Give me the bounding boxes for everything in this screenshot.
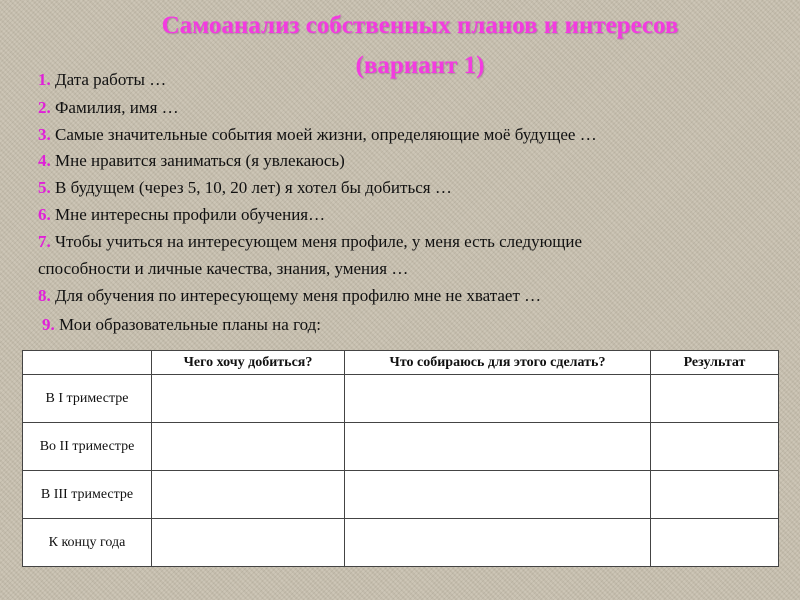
list-item bbox=[38, 284, 541, 308]
goal-cell bbox=[152, 423, 345, 471]
goal-cell bbox=[152, 519, 345, 567]
item-text-continuation: способности и личные качества, знания, умения … bbox=[38, 259, 409, 278]
plans-table bbox=[22, 350, 779, 567]
list-item bbox=[38, 68, 166, 92]
table-header-row bbox=[23, 351, 779, 375]
item-number: 4. bbox=[38, 151, 51, 170]
list-item bbox=[38, 230, 582, 254]
item-text: Мне нравится заниматься (я увлекаюсь) bbox=[50, 151, 345, 170]
list-item bbox=[38, 203, 325, 227]
action-cell bbox=[345, 375, 651, 423]
result-cell bbox=[651, 519, 779, 567]
item-number: 3. bbox=[38, 125, 51, 144]
item-text: Для обучения по интересующему меня профилю мне не хватает … bbox=[50, 286, 542, 305]
page-title: Самоанализ собственных планов и интересов bbox=[161, 12, 679, 39]
row-label: В I триместре bbox=[23, 375, 152, 423]
page-subtitle: (вариант 1) bbox=[355, 52, 485, 79]
result-cell bbox=[651, 471, 779, 519]
item-text: Мне интересны профили обучения… bbox=[50, 205, 326, 224]
header-cell-action: Что собираюсь для этого сделать? bbox=[345, 351, 651, 375]
row-label: В III триместре bbox=[23, 471, 152, 519]
list-item bbox=[38, 149, 345, 173]
list-item bbox=[38, 96, 179, 120]
item-number: 6. bbox=[38, 205, 51, 224]
row-label: Во II триместре bbox=[23, 423, 152, 471]
list-item bbox=[38, 123, 597, 147]
item-text: Фамилия, имя … bbox=[50, 98, 179, 117]
goal-cell bbox=[152, 375, 345, 423]
action-cell bbox=[345, 471, 651, 519]
item-text: Мои образовательные планы на год: bbox=[54, 315, 322, 334]
list-item-continuation bbox=[38, 257, 408, 281]
item-text: Самые значительные события моей жизни, определяющие моё будущее … bbox=[50, 125, 597, 144]
list-item bbox=[42, 313, 321, 337]
item-number: 5. bbox=[38, 178, 51, 197]
action-cell bbox=[345, 519, 651, 567]
goal-cell bbox=[152, 471, 345, 519]
list-item bbox=[38, 176, 452, 200]
item-number: 8. bbox=[38, 286, 51, 305]
result-cell bbox=[651, 423, 779, 471]
header-cell-result: Результат bbox=[651, 351, 779, 375]
table-row bbox=[23, 471, 779, 519]
item-text: Чтобы учиться на интересующем меня профиле, у меня есть следующие bbox=[50, 232, 583, 251]
item-number: 2. bbox=[38, 98, 51, 117]
item-number: 7. bbox=[38, 232, 51, 251]
table-row bbox=[23, 423, 779, 471]
row-label: К концу года bbox=[23, 519, 152, 567]
item-text: Дата работы … bbox=[50, 70, 167, 89]
item-text: В будущем (через 5, 10, 20 лет) я хотел бы добиться … bbox=[50, 178, 452, 197]
item-number: 1. bbox=[38, 70, 51, 89]
action-cell bbox=[345, 423, 651, 471]
header-cell-goal: Чего хочу добиться? bbox=[152, 351, 345, 375]
item-number: 9. bbox=[42, 315, 55, 334]
table-row bbox=[23, 519, 779, 567]
header-cell-empty bbox=[23, 351, 152, 375]
result-cell bbox=[651, 375, 779, 423]
table-row bbox=[23, 375, 779, 423]
